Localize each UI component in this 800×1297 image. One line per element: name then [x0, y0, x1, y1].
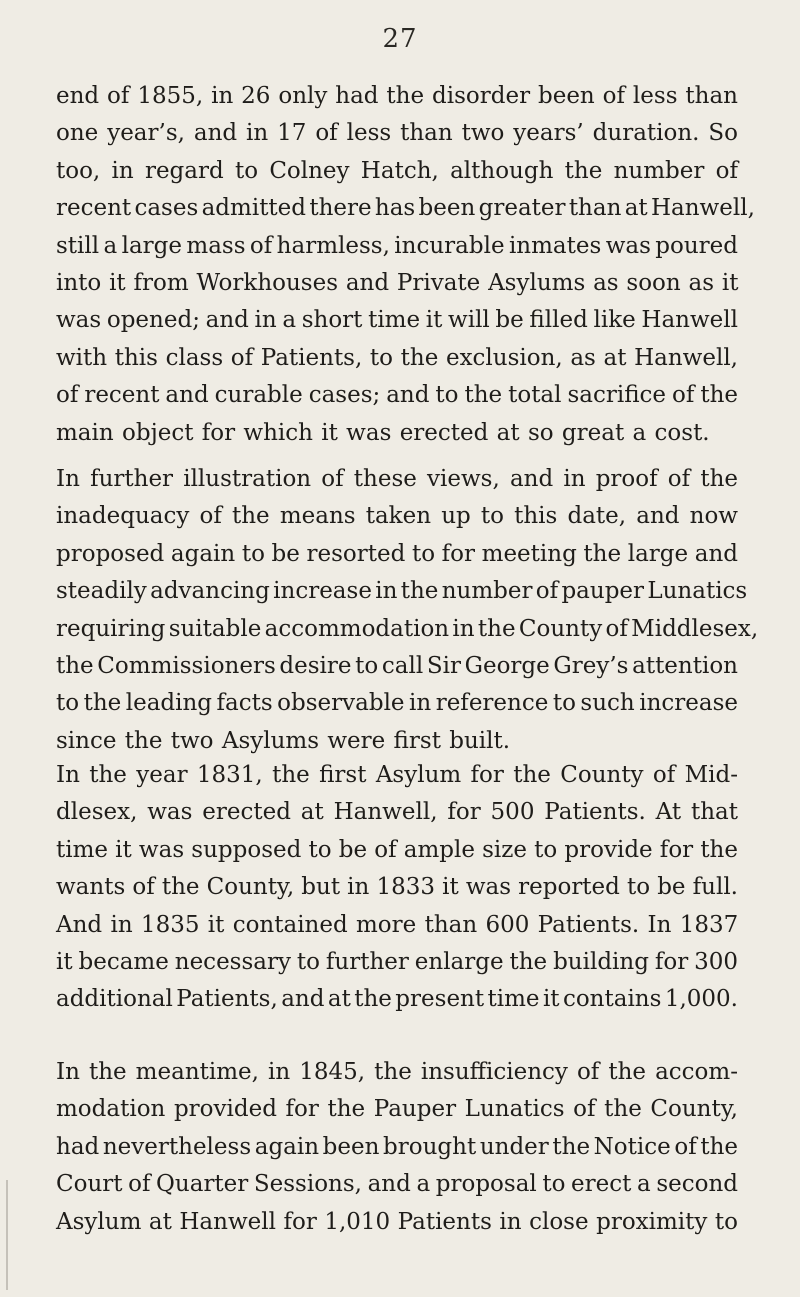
text-line: of recent and curable cases; and to the total sacrifice of the [56, 382, 738, 409]
text-line: was opened; and in a short time it will be filled like Hanwell [56, 307, 738, 334]
paragraph-4 [56, 1054, 738, 1241]
text-line: In further illustration of these views, and in proof of the [56, 466, 738, 492]
text-line: to the leading facts observable in reference to such increase [56, 690, 738, 717]
text-line: it became necessary to further enlarge the building for 300 [56, 949, 738, 976]
text-line: proposed again to be resorted to for meeting the large and [56, 540, 738, 567]
text-line: end of 1855, in 26 only had the disorder been of less than [56, 83, 738, 109]
text-line: requiring suitable accommodation in the County of Middlesex, [56, 615, 759, 642]
text-line: Court of Quarter Sessions, and a proposal to erect a second [56, 1171, 738, 1198]
text-line: In the year 1831, the first Asylum for the County of Mid- [56, 762, 738, 788]
text-line: modation provided for the Pauper Lunatics of the County, [56, 1096, 738, 1123]
paragraph-1 [56, 78, 755, 452]
text-line: Asylum at Hanwell for 1,010 Patients in close proximity to [56, 1208, 738, 1235]
text-line: one year’s, and in 17 of less than two years’ duration. So [56, 120, 738, 147]
page-edge-shadow [6, 1180, 8, 1290]
text-line: since the two Asylums were first built. [56, 727, 511, 754]
text-line: still a large mass of harmless, incurable inmates was poured [56, 232, 738, 259]
text-line: into it from Workhouses and Private Asylums as soon as it [56, 270, 739, 297]
text-line: recent cases admitted there has been greater than at Hanwell, [56, 195, 755, 222]
text-line: the Commissioners desire to call Sir George Grey’s attention [56, 653, 738, 680]
paragraph-3 [56, 757, 738, 1019]
text-line: too, in regard to Colney Hatch, although the number of [56, 157, 738, 184]
text-line: additional Patients, and at the present time it contains 1,000. [56, 986, 738, 1013]
text-line: with this class of Patients, to the exclusion, as at Hanwell, [56, 344, 738, 371]
text-line: steadily advancing increase in the number of pauper Lunatics [56, 578, 748, 605]
text-line: And in 1835 it contained more than 600 Patients. In 1837 [56, 911, 739, 938]
text-line: inadequacy of the means taken up to this date, and now [56, 503, 738, 530]
text-line: main object for which it was erected at so great a cost. [56, 419, 710, 446]
text-line: time it was supposed to be of ample size to provide for the [56, 836, 738, 863]
page-number: 27 [382, 24, 418, 54]
text-line: In the meantime, in 1845, the insufficiency of the accom- [56, 1059, 738, 1085]
text-line: wants of the County, but in 1833 it was reported to be full. [56, 874, 738, 901]
text-line: dlesex, was erected at Hanwell, for 500 Patients. At that [56, 799, 738, 826]
paragraph-2 [56, 461, 759, 760]
text-line: had nevertheless again been brought under the Notice of the [56, 1133, 738, 1160]
